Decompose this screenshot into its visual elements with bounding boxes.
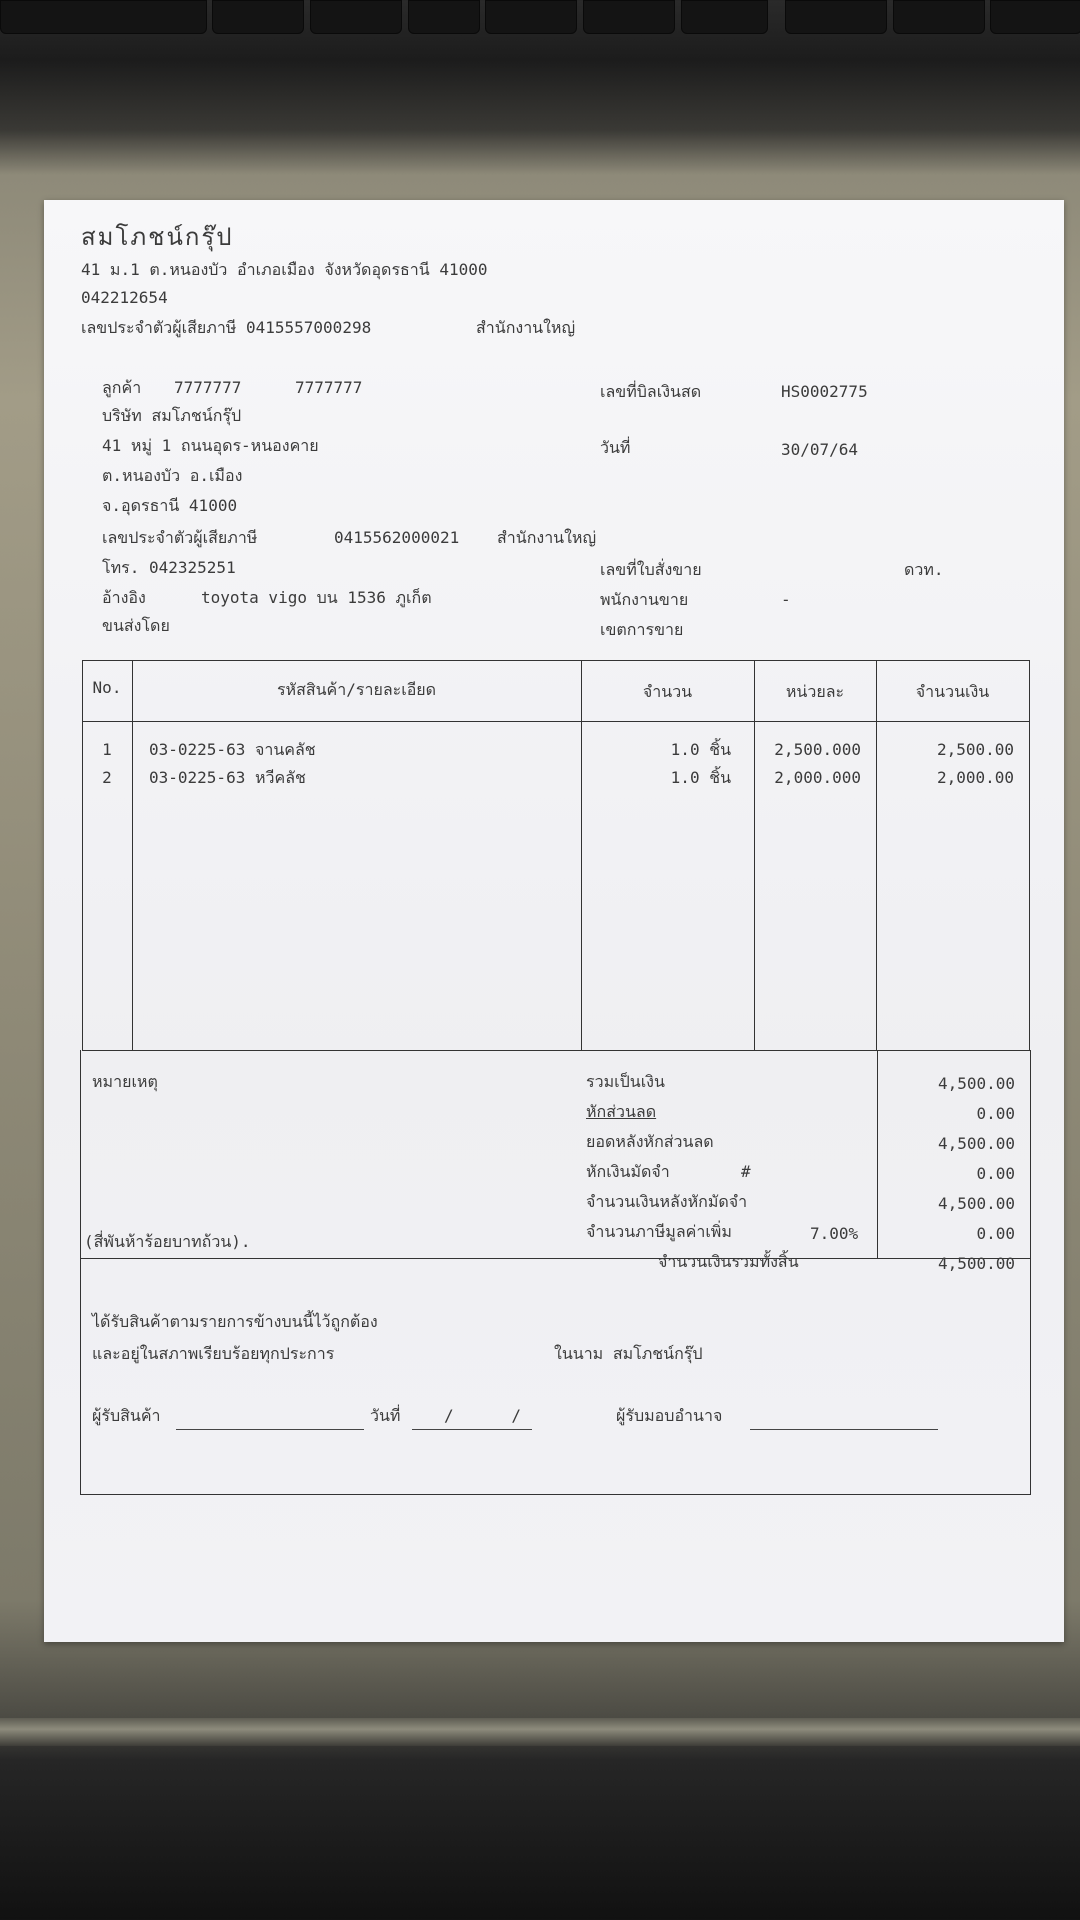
invoice-date: 30/07/64 xyxy=(781,440,859,459)
header-no: No. xyxy=(92,678,122,697)
sales-area-label: เขตการขาย xyxy=(600,620,684,639)
bill-number-label: เลขที่บิลเงินสด xyxy=(600,382,702,401)
company-name: สมโภชน์กรุ๊ป xyxy=(81,223,234,251)
deposit-value: 0.00 xyxy=(976,1164,1015,1183)
row-2-unit-price: 2,000.000 xyxy=(774,768,861,787)
customer-tax-id: 0415562000021 xyxy=(334,528,460,547)
grand-total-value: 4,500.00 xyxy=(937,1254,1015,1273)
receiver-label: ผู้รับสินค้า xyxy=(92,1406,161,1425)
after-deposit-value: 4,500.00 xyxy=(937,1194,1015,1213)
deposit-marker: # xyxy=(741,1162,751,1181)
customer-label: ลูกค้า xyxy=(102,378,142,397)
customer-branch: สำนักงานใหญ่ xyxy=(497,528,597,547)
reference-value: toyota vigo บน 1536 ภูเก็ต xyxy=(201,588,432,607)
company-phone: 042212654 xyxy=(81,288,168,307)
vat-label: จำนวนภาษีมูลค่าเพิ่ม xyxy=(586,1222,732,1241)
remark-label: หมายเหตุ xyxy=(92,1072,158,1091)
row-1-quantity: 1.0 ชิ้น xyxy=(670,740,731,759)
vat-value: 0.00 xyxy=(976,1224,1015,1243)
sales-order-label: เลขที่ใบสั่งขาย xyxy=(600,560,702,579)
discount-label: หักส่วนลด xyxy=(586,1102,657,1121)
after-discount-value: 4,500.00 xyxy=(937,1134,1015,1153)
row-2-quantity: 1.0 ชิ้น xyxy=(670,768,731,787)
subtotal-label: รวมเป็นเงิน xyxy=(586,1072,665,1091)
authorized-signature-line xyxy=(750,1429,938,1430)
row-1-amount: 2,500.00 xyxy=(936,740,1014,759)
reference-label: อ้างอิง xyxy=(102,588,146,607)
authorized-label: ผู้รับมอบอำนาจ xyxy=(616,1406,723,1425)
header-amount: จำนวนเงิน xyxy=(915,682,990,701)
customer-address-3: จ.อุดรธานี 41000 xyxy=(102,496,238,515)
customer-name: บริษัท สมโภชน์กรุ๊ป xyxy=(102,406,242,425)
company-tax-id: เลขประจำตัวผู้เสียภาษี 0415557000298 xyxy=(81,318,372,337)
header-description: รหัสสินค้า/รายละเอียด xyxy=(276,680,437,699)
shipped-by-label: ขนส่งโดย xyxy=(102,616,170,635)
on-behalf-of: ในนาม สมโภชน์กรุ๊ป xyxy=(554,1344,703,1363)
invoice-paper xyxy=(44,200,1064,1642)
keyboard-background xyxy=(0,0,1080,40)
row-1-no: 1 xyxy=(102,740,112,759)
customer-tax-label: เลขประจำตัวผู้เสียภาษี xyxy=(102,528,258,547)
sales-order-value: ดวท. xyxy=(904,560,944,579)
received-line-1: ได้รับสินค้าตามรายการข้างบนนี้ไว้ถูกต้อง xyxy=(92,1312,378,1331)
desk-edge xyxy=(0,1718,1080,1746)
customer-code-2: 7777777 xyxy=(295,378,363,397)
header-quantity: จำนวน xyxy=(642,682,693,701)
salesperson-value: - xyxy=(781,590,791,609)
row-1-description: 03-0225-63 จานคลัช xyxy=(149,740,316,759)
header-unit-price: หน่วยละ xyxy=(785,682,845,701)
amount-in-words: (สี่พันห้าร้อยบาทถ้วน). xyxy=(84,1232,251,1251)
discount-value: 0.00 xyxy=(976,1104,1015,1123)
received-line-2: และอยู่ในสภาพเรียบร้อยทุกประการ xyxy=(92,1344,335,1363)
customer-address-1: 41 หมู่ 1 ถนนอุดร-หนองคาย xyxy=(102,436,319,455)
company-address: 41 ม.1 ต.หนองบัว อำเภอเมือง จังหวัดอุดรธานี 41000 xyxy=(81,260,488,279)
customer-code-1: 7777777 xyxy=(174,378,242,397)
deposit-label: หักเงินมัดจำ xyxy=(586,1162,670,1181)
row-2-amount: 2,000.00 xyxy=(936,768,1014,787)
receive-date-line xyxy=(412,1429,532,1430)
vat-rate: 7.00% xyxy=(810,1224,859,1243)
row-2-no: 2 xyxy=(102,768,112,787)
salesperson-label: พนักงานขาย xyxy=(600,590,689,609)
receiver-signature-line xyxy=(176,1429,364,1430)
customer-address-2: ต.หนองบัว อ.เมือง xyxy=(102,466,243,485)
receive-date-label: วันที่ xyxy=(370,1406,401,1425)
row-1-unit-price: 2,500.000 xyxy=(774,740,861,759)
company-branch: สำนักงานใหญ่ xyxy=(476,318,576,337)
after-discount-label: ยอดหลังหักส่วนลด xyxy=(586,1132,714,1151)
date-label: วันที่ xyxy=(600,438,631,457)
row-2-description: 03-0225-63 หวีคลัช xyxy=(149,768,306,787)
bill-number: HS0002775 xyxy=(781,382,868,401)
customer-phone: โทร. 042325251 xyxy=(102,558,236,577)
grand-total-label: จำนวนเงินรวมทั้งสิ้น xyxy=(658,1252,799,1271)
subtotal-value: 4,500.00 xyxy=(937,1074,1015,1093)
after-deposit-label: จำนวนเงินหลังหักมัดจำ xyxy=(586,1192,748,1211)
receive-date-separators: / / xyxy=(444,1406,522,1425)
